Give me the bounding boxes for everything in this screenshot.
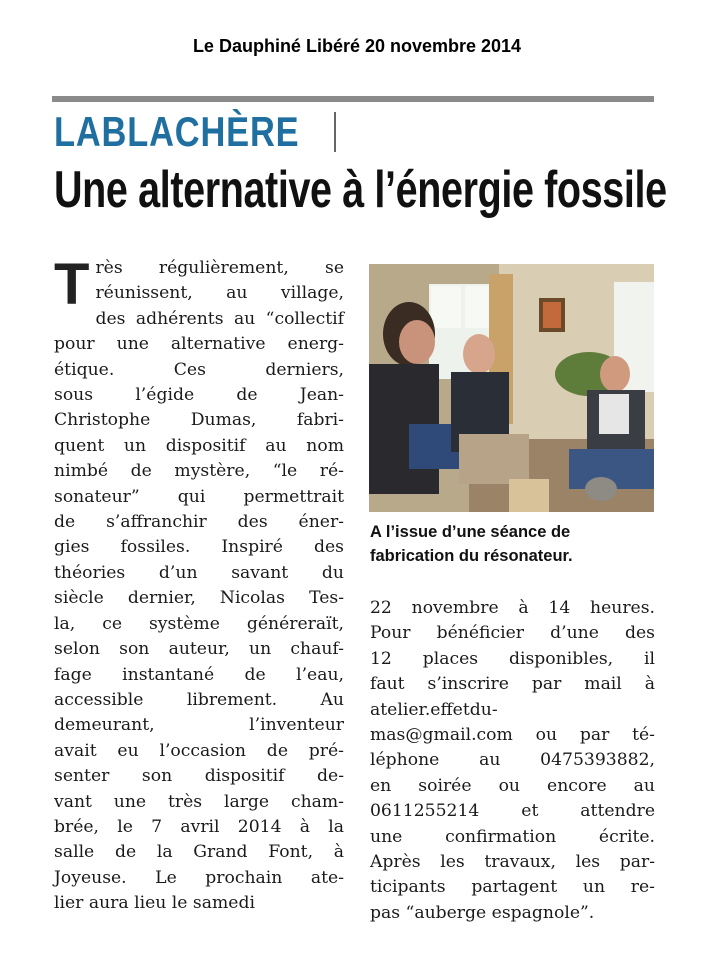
article-text-line: quent un dispositif au nom: [54, 435, 344, 456]
article-text-line: lier aura lieu le samedi: [54, 893, 255, 914]
article-text-line: atelier.effetdu-: [370, 699, 498, 720]
drop-cap: T: [54, 252, 90, 317]
photo-image: [369, 264, 654, 512]
article-text-line: pour une alternative energ-: [54, 334, 344, 355]
article-text-line: selon son auteur, un chauf-: [54, 639, 344, 660]
article-text-line: faut s’inscrire par mail à: [370, 674, 655, 695]
headline: Une alternative à l’énergie fossile: [54, 161, 667, 219]
article-text-line: ticipants partagent un re-: [370, 877, 655, 898]
article-text-line: 0611255214 et attendre: [370, 801, 655, 822]
article-text-line: rès régulièrement, se: [95, 258, 344, 278]
article-text-line: sonateur” qui permettrait: [54, 486, 344, 507]
source-line: Le Dauphiné Libéré 20 novembre 2014: [192, 36, 522, 56]
article-text-line: des adhérents au “collectif: [95, 308, 344, 329]
right-column-lines: [370, 596, 655, 926]
article-text-line: gies fossiles. Inspiré des: [54, 537, 344, 558]
article-text-line: Joyeuse. Le prochain ate-: [54, 867, 344, 888]
article-text-line: accessible librement. Au: [54, 689, 344, 710]
photo-caption: A l’issue d’une séance de fabrication du résonateur.: [370, 523, 573, 565]
article-text-line: Après les travaux, les par-: [370, 852, 655, 873]
article-text-line: 12 places disponibles, il: [370, 648, 655, 669]
article-column-right: [370, 596, 655, 926]
article-text-line: pas “auberge espagnole”.: [370, 902, 595, 923]
article-text-line: étique. Ces derniers,: [54, 359, 344, 380]
article-text-line: une confirmation écrite.: [370, 826, 655, 847]
article-text-line: théories d’un savant du: [54, 562, 344, 583]
article-text-line: brée, le 7 avril 2014 à la: [54, 816, 344, 837]
kicker-divider: [334, 112, 336, 152]
article-text-line: salle de la Grand Font, à: [54, 842, 344, 863]
article-text-line: léphone au 0475393882,: [370, 750, 655, 771]
article-text-line: sous l’égide de Jean-: [54, 385, 344, 406]
article-column-left: [54, 252, 344, 917]
left-column-lines: [54, 252, 344, 917]
article-text-line: fage instantané de l’eau,: [54, 664, 344, 685]
kicker: LABLACHÈRE: [54, 108, 300, 155]
top-rule: [52, 96, 654, 102]
article-text-line: de s’affranchir des éner-: [54, 512, 344, 533]
article-text-line: siècle dernier, Nicolas Tes-: [54, 588, 344, 609]
article-text-line: mas@gmail.com ou par té-: [370, 725, 655, 746]
article-text-line: nimbé de mystère, “le ré-: [54, 461, 344, 482]
article-text-line: en soirée ou encore au: [370, 775, 655, 796]
article-text-line: réunissent, au village,: [95, 283, 344, 304]
article-text-line: avait eu l’occasion de pré-: [54, 740, 344, 761]
article-text-line: la, ce système généreraït,: [54, 613, 344, 634]
article-text-line: demeurant, l’inventeur: [54, 715, 344, 736]
article-text-line: 22 novembre à 14 heures.: [370, 598, 655, 618]
photo: [369, 264, 654, 512]
article-text-line: Christophe Dumas, fabri-: [54, 410, 344, 431]
article-text-line: vant une très large cham-: [54, 791, 344, 812]
article-text-line: senter son dispositif de-: [54, 766, 344, 787]
article-text-line: Pour bénéficier d’une des: [370, 623, 655, 644]
